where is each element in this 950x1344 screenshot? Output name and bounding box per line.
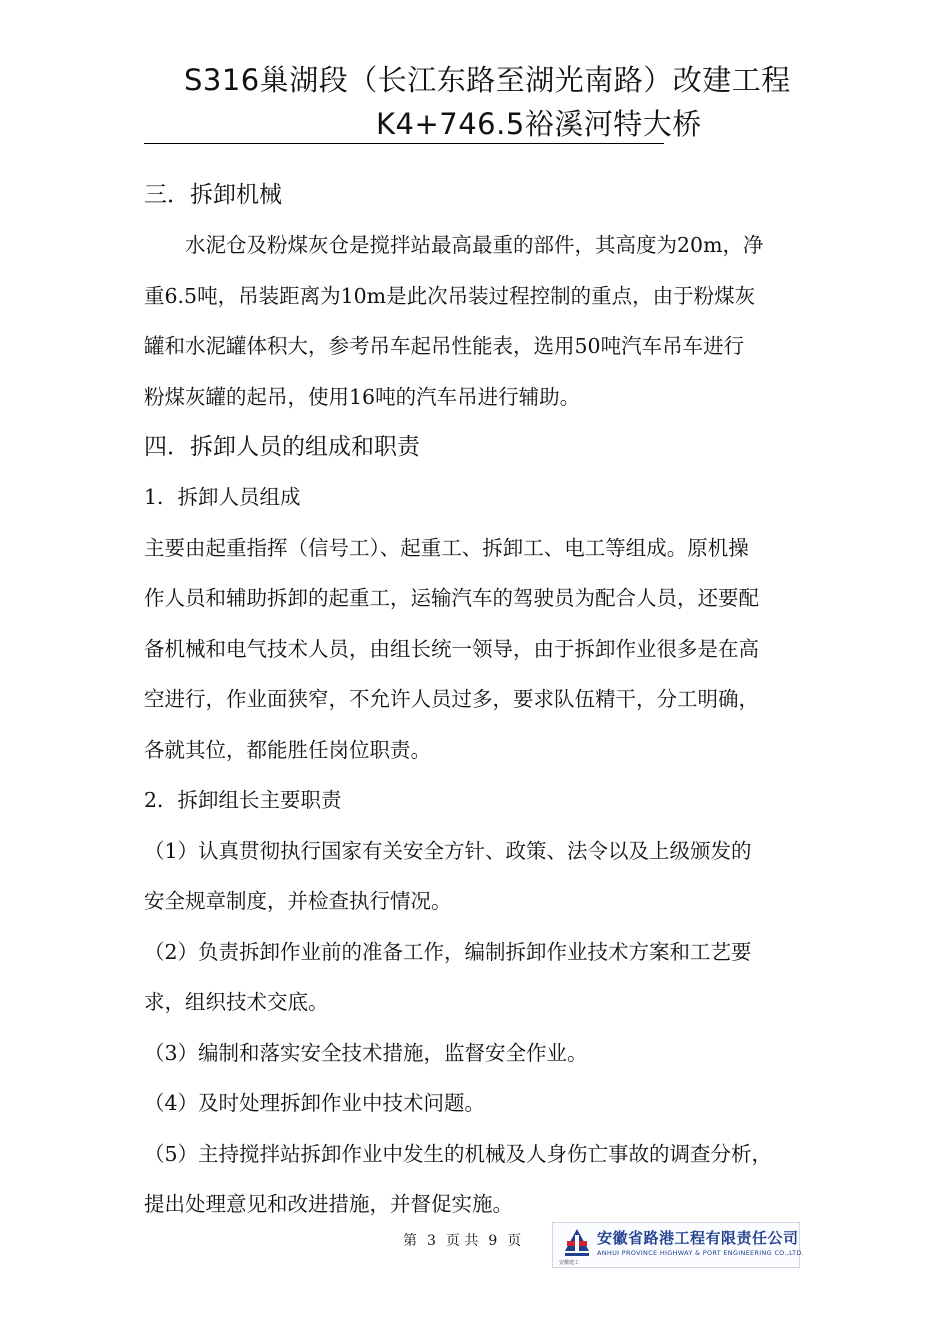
page-total: 9 (488, 1233, 498, 1249)
header-bridge-title: K4+746.5裕溪河特大桥 (376, 107, 702, 141)
subsection-4-1-heading: 1．拆卸人员组成 (144, 485, 301, 509)
page-number (398, 1230, 526, 1250)
company-logo (552, 1222, 805, 1268)
text-line: 安全规章制度，并检查执行情况。 (144, 889, 452, 913)
page-footer (0, 1222, 950, 1272)
text-line: 空进行，作业面狭窄，不允许人员过多，要求队伍精干，分工明确， (144, 687, 759, 711)
header-project-title: S316巢湖段（长江东路至湖光南路）改建工程 (184, 63, 791, 97)
header-divider (144, 143, 664, 144)
page-prefix: 第 (403, 1233, 417, 1249)
duty-item-5 (144, 1129, 808, 1230)
text-line: （1）认真贯彻执行国家有关安全方针、政策、法令以及上级颁发的 (144, 838, 752, 863)
section-3-paragraph (144, 220, 808, 422)
duty-item-4: （4）及时处理拆卸作业中技术问题。 (144, 1091, 486, 1115)
subsection-4-1-paragraph (144, 523, 808, 776)
page-current: 3 (427, 1233, 436, 1249)
text-line: 罐和水泥罐体积大，参考吊车起吊性能表，选用50吨汽车吊车进行 (144, 334, 745, 358)
text-line: 作人员和辅助拆卸的起重工，运输汽车的驾驶员为配合人员，还要配 (144, 586, 759, 610)
text-line: 求，组织技术交底。 (144, 990, 329, 1014)
page-suffix: 页 (507, 1233, 522, 1249)
page-mid: 页 共 (445, 1233, 479, 1249)
text-line: 提出处理意见和改进措施，并督促实施。 (144, 1192, 513, 1216)
logo-caption: 安徽建工 (559, 1260, 580, 1266)
text-line: 粉煤灰罐的起吊，使用16吨的汽车吊进行辅助。 (144, 384, 581, 409)
text-line: 备机械和电气技术人员，由组长统一领导，由于拆卸作业很多是在高 (144, 636, 759, 661)
text-line: 重6.5吨，吊装距离为10m是此次吊装过程控制的重点，由于粉煤灰 (144, 283, 756, 308)
duty-item-3: （3）编制和落实安全技术措施，监督安全作业。 (144, 1040, 588, 1065)
text-line: 水泥仓及粉煤灰仓是搅拌站最高最重的部件，其高度为20m，净 (185, 233, 764, 257)
text-line: （5）主持搅拌站拆卸作业中发生的机械及人身伤亡事故的调查分析， (144, 1141, 773, 1166)
text-line: 主要由起重指挥（信号工）、起重工、拆卸工、电工等组成。原机操 (144, 535, 749, 560)
section-3-heading: 三．拆卸机械 (144, 182, 282, 208)
duty-item-2 (144, 927, 808, 1028)
text-line: （2）负责拆卸作业前的准备工作，编制拆卸作业技术方案和工艺要 (144, 939, 752, 964)
subsection-4-2-heading: 2．拆卸组长主要职责 (144, 788, 342, 812)
company-name-cn: 安徽省路港工程有限责任公司 (597, 1229, 799, 1247)
company-name-en: ANHUI PROVINCE HIGHWAY & PORT ENGINEERING CO.,LTD. (597, 1249, 805, 1257)
section-4-heading: 四．拆卸人员的组成和职责 (144, 434, 420, 460)
text-line: 各就其位，都能胜任岗位职责。 (144, 737, 431, 762)
company-emblem-icon (561, 1227, 593, 1263)
duty-item-1 (144, 826, 808, 927)
document-body (144, 170, 808, 1230)
